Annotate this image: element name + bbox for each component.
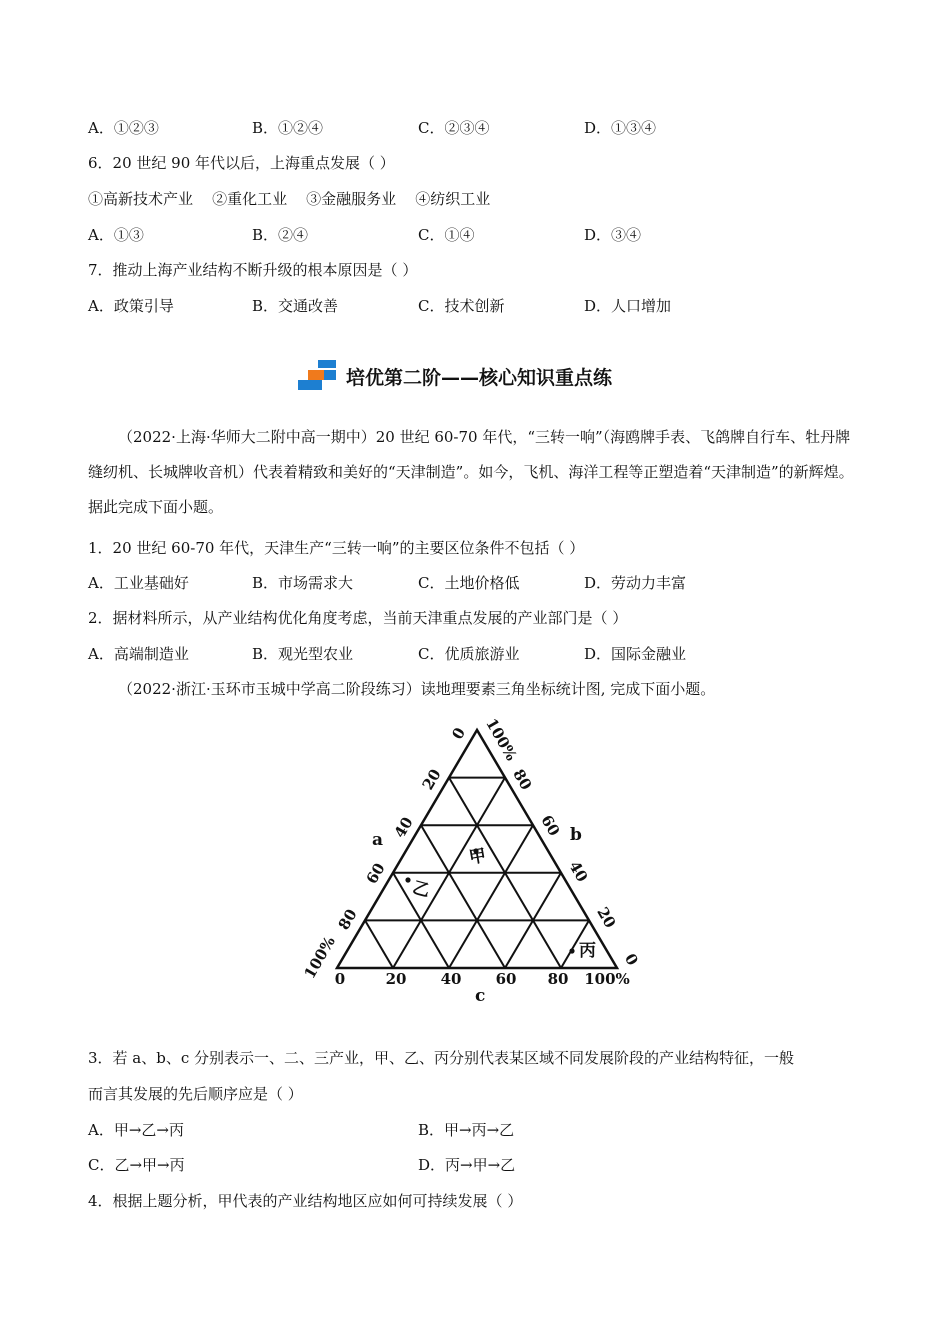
p1q1-stem: 1．20 世纪 60-70 年代，天津生产“三转一响”的主要区位条件不包括（ ） xyxy=(88,539,585,557)
p1q2-option-c: C．优质旅游业 xyxy=(418,645,520,663)
left-tick: 0 xyxy=(448,724,470,743)
left-tick: 40 xyxy=(390,813,417,842)
p2q3-stem-line2: 而言其发展的先后顺序应是（ ） xyxy=(88,1085,303,1103)
p1q2-option-a: A．高端制造业 xyxy=(88,645,189,663)
right-tick: 80 xyxy=(509,765,536,794)
bottom-tick: 0 xyxy=(334,970,346,988)
section-heading xyxy=(298,358,612,394)
bottom-tick: 40 xyxy=(440,970,462,988)
q7-option-b: B．交通改善 xyxy=(252,297,339,315)
p1q1-option-c: C．土地价格低 xyxy=(418,574,520,592)
p2q4-stem: 4．根据上题分析，甲代表的产业结构地区应如何可持续发展（ ） xyxy=(88,1192,523,1210)
right-tick: 60 xyxy=(537,811,564,840)
q7-stem: 7．推动上海产业结构不断升级的根本原因是（ ） xyxy=(88,261,418,279)
left-tick: 60 xyxy=(362,859,389,888)
q5-option-a: A．①②③ xyxy=(88,119,159,137)
q6-stem: 6．20 世纪 90 年代以后，上海重点发展（ ） xyxy=(88,154,395,172)
bottom-tick: 20 xyxy=(385,970,407,988)
q6-items: ①高新技术产业 ②重化工业 ③金融服务业 ④纺织工业 xyxy=(88,190,491,208)
left-tick: 100% xyxy=(300,933,339,982)
right-tick: 0 xyxy=(620,950,642,969)
point-yi-label: 乙 xyxy=(410,877,432,902)
axis-c-label: c xyxy=(475,986,486,1006)
p2q3-option-c: C．乙→甲→丙 xyxy=(88,1156,185,1174)
bottom-tick: 100% xyxy=(584,970,630,988)
section-title: 培优第二阶——核心知识重点练 xyxy=(346,366,613,389)
q6-option-d: D．③④ xyxy=(584,226,642,244)
q7-option-d: D．人口增加 xyxy=(584,297,672,315)
point-bing-label: 丙 xyxy=(579,941,596,961)
point-jia-label: 甲 xyxy=(467,845,488,869)
axis-a-label: a xyxy=(372,830,384,850)
point-bing-marker xyxy=(569,948,574,953)
q6-option-b: B．②④ xyxy=(252,226,309,244)
passage-2: （2022·浙江·玉环市玉城中学高二阶段练习）读地理要素三角坐标统计图, 完成下面小题。 xyxy=(118,680,716,698)
p1q1-option-d: D．劳动力丰富 xyxy=(584,574,687,592)
right-tick: 20 xyxy=(593,903,620,932)
q7-option-a: A．政策引导 xyxy=(88,297,174,315)
p1q2-stem: 2．据材料所示，从产业结构优化角度考虑，当前天津重点发展的产业部门是（ ） xyxy=(88,609,628,627)
q6-option-c: C．①④ xyxy=(418,226,475,244)
section-logo-icon xyxy=(298,358,340,394)
p1q1-option-a: A．工业基础好 xyxy=(88,574,189,592)
q5-option-d: D．①③④ xyxy=(584,119,657,137)
q6-option-a: A．①③ xyxy=(88,226,144,244)
left-tick: 80 xyxy=(334,905,361,934)
left-tick: 20 xyxy=(418,765,445,794)
p2q3-option-d: D．丙→甲→乙 xyxy=(418,1156,516,1174)
right-tick: 40 xyxy=(565,857,592,886)
axis-b-label: b xyxy=(570,825,582,845)
bottom-tick: 80 xyxy=(547,970,569,988)
q5-option-c: C．②③④ xyxy=(418,119,490,137)
bottom-tick: 60 xyxy=(495,970,517,988)
right-tick: 100% xyxy=(482,715,521,764)
p1q2-option-d: D．国际金融业 xyxy=(584,645,687,663)
ternary-diagram xyxy=(300,710,650,1010)
q5-option-b: B．①②④ xyxy=(252,119,324,137)
p2q3-option-a: A．甲→乙→丙 xyxy=(88,1121,184,1139)
p1q2-option-b: B．观光型农业 xyxy=(252,645,354,663)
p1q1-option-b: B．市场需求大 xyxy=(252,574,354,592)
triangle-grid xyxy=(362,778,592,968)
p2q3-stem-line1: 3．若 a、b、c 分别表示一、二、三产业，甲、乙、丙分别代表某区域不同发展阶段的产业结构特征，一般 xyxy=(88,1049,795,1067)
q7-option-c: C．技术创新 xyxy=(418,297,505,315)
p2q3-option-b: B．甲→丙→乙 xyxy=(418,1121,515,1139)
point-yi-marker xyxy=(405,877,410,882)
passage-1: （2022·上海·华师大二附中高一期中）20 世纪 60-70 年代，“三转一响”（海鸥牌手表、飞鸽牌自行车、牡丹牌缝纫机、长城牌收音机）代表着精致和美好的“天津制造”。如今，飞机、海洋工程等正塑造着“天津制造”的新辉煌。据此完成下面小题。 xyxy=(88,428,854,516)
